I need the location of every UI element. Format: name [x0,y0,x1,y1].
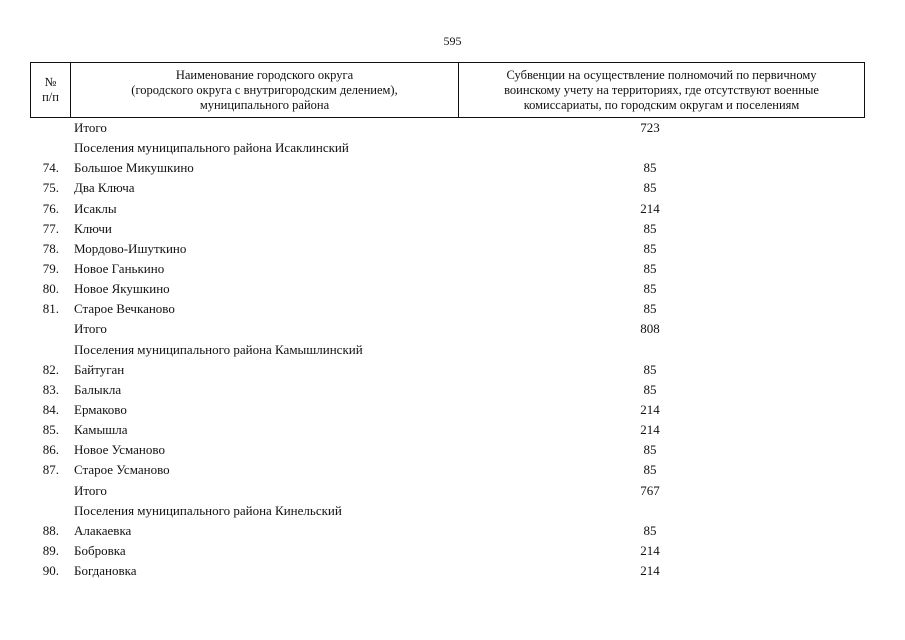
row-value: 85 [643,522,657,538]
table-row [30,481,865,501]
row-name: Старое Усманово [74,462,170,478]
row-name: Итого [74,321,107,337]
table-row [30,460,865,480]
row-name: Поселения муниципального района Камышлинский [74,341,363,357]
row-name: Итого [74,120,107,135]
table-row [30,279,865,299]
row-value: 214 [640,200,660,216]
row-name: Ермаково [74,401,127,417]
row-value: 214 [640,401,660,417]
header-name: Наименование городского округа (городского округа с внутригородским делением), муниципального района [71,63,459,117]
row-value: 85 [643,301,657,317]
row-number: 83. [42,381,59,397]
table-row [30,380,865,400]
row-value: 85 [643,442,657,458]
row-number: 78. [42,240,59,256]
table-row [30,158,865,178]
row-number: 75. [42,180,59,196]
row-value: 808 [640,321,660,337]
table-row [30,259,865,279]
page-number: 595 [443,34,462,48]
table-row [30,541,865,561]
row-name: Поселения муниципального района Кинельский [74,502,342,518]
row-value: 85 [643,180,657,196]
table-row [30,138,865,158]
row-name: Мордово-Ишуткино [74,240,187,256]
header-subvention: Субвенции на осуществление полномочий по первичному воинскому учету на территориях, где отсутствуют военные комиссариаты, по городским округам и поселениям [504,67,819,112]
row-name: Новое Усманово [74,442,165,458]
row-value: 85 [643,381,657,397]
row-name: Старое Вечканово [74,301,175,317]
table-row [30,340,865,360]
table-row [30,521,865,541]
row-value: 767 [640,482,660,498]
row-value: 85 [643,220,657,236]
row-value: 214 [640,563,660,579]
row-name: Камышла [74,422,128,438]
table-row [30,299,865,319]
row-name: Балыкла [74,381,122,397]
table-row [30,360,865,380]
row-number: 90. [42,563,59,579]
table-row [30,501,865,521]
row-value: 85 [643,160,657,176]
row-value: 85 [643,281,657,297]
row-value: 85 [643,260,657,276]
row-value: 214 [640,422,660,438]
row-name: Байтуган [74,361,125,377]
table-row [30,239,865,259]
row-name: Богдановка [74,563,137,579]
table-row [30,400,865,420]
row-value: 723 [640,120,660,135]
row-number: 80. [42,281,59,297]
table-header [30,62,865,118]
row-number: 85. [42,422,59,438]
row-name: Ключи [74,220,112,236]
row-name: Два Ключа [74,180,135,196]
row-value: 85 [643,462,657,478]
table-row [30,319,865,339]
row-name: Бобровка [74,542,126,558]
table-row [30,118,865,138]
table-row [30,561,865,581]
row-name: Исаклы [74,200,117,216]
row-number: 74. [42,160,59,176]
row-name: Новое Якушкино [74,281,170,297]
row-name: Новое Ганькино [74,260,165,276]
row-name: Алакаевка [74,522,132,538]
table-row [30,178,865,198]
row-number: 88. [42,522,59,538]
row-value: 214 [640,542,660,558]
row-number: 86. [42,442,59,458]
table-row [30,420,865,440]
table-row [30,219,865,239]
row-name: Поселения муниципального района Исаклинский [74,140,349,156]
row-number: 87. [42,462,59,478]
header-number: № п/п [31,63,71,117]
row-number: 76. [42,200,59,216]
row-number: 77. [42,220,59,236]
row-value: 85 [643,361,657,377]
row-name: Большое Микушкино [74,160,194,176]
row-number: 81. [42,301,59,317]
row-number: 79. [42,260,59,276]
row-name: Итого [74,482,107,498]
row-number: 84. [42,401,59,417]
table-body [30,118,865,581]
table-row [30,199,865,219]
row-number: 82. [42,361,59,377]
row-value: 85 [643,240,657,256]
row-number: 89. [42,542,59,558]
table-row [30,440,865,460]
